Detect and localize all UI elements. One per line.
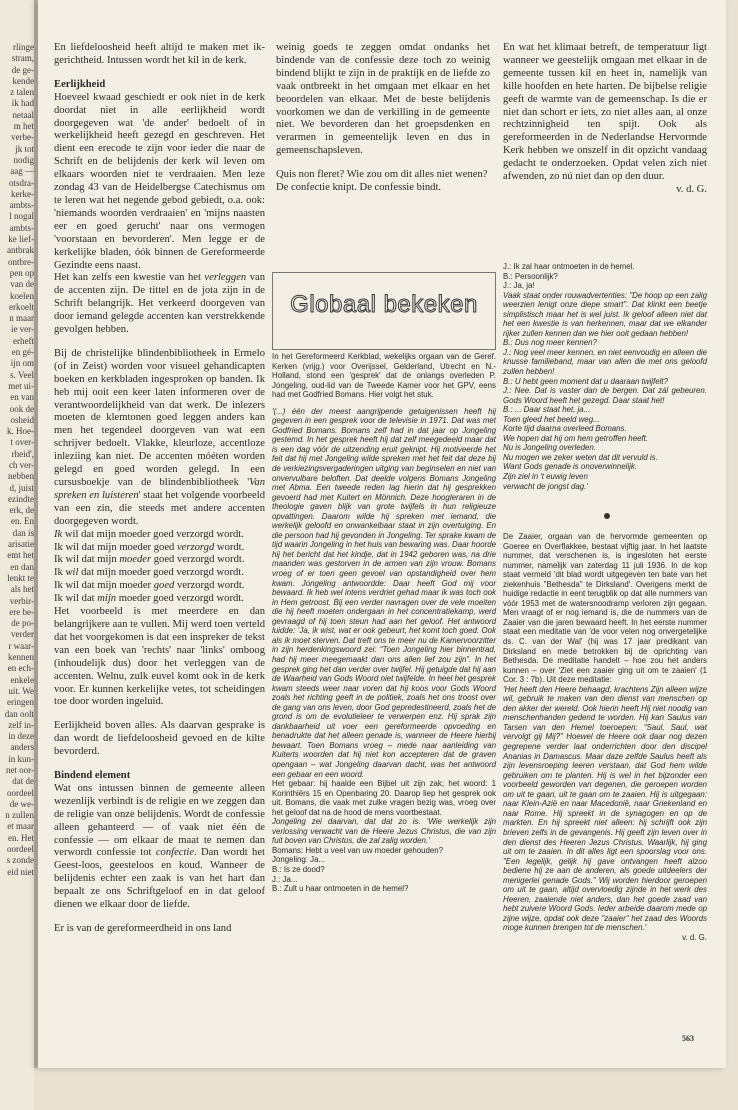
left-strip-line: en gé- [11, 347, 34, 358]
quote-italic: Vaak staat onder rouwadvertenties: "De hoop op een zalig weerzien lenigt onze diepe smart". Dat klinkt een beetje simplistisch maar het is wel juist. Ik geloof alleen niet dat het een kwestie is van herkennen, maar dat we elkander rijker zullen kennen dan we hier ooit gedaan hebben! [503, 290, 707, 338]
left-strip-line: ik had [11, 98, 34, 109]
left-strip-line: osheid [10, 414, 34, 425]
paragraph: Hoeveel kwaad geschiedt er ook niet in de kerk doordat niet in alle eerlijkheid wordt doorgegeven wat 'de ander' bedoelt of in werkelijkheid heeft gezegd en geschreven. Het dient een erecode te zijn voor ieder die naar de Schrift en de belijdenis der kerk wil leven om elkaars woorden niet te verdraaien. Men leze zondag 43 van de Heidelbergse Catechismus om te leren wat het negende gebod gebiedt, o.a. ook: 'niemands woorden verdraaien' en 'mijns naasten eer en goed gerucht' naar ons vermogen 'voorstaan en bevorderen'. Men legge er de kerkelijke bladen, óók binnen de Gereformeerde Gezindte eens naast. [54, 91, 265, 271]
example-line: Ik wil dat mijn moeder goed verzorgd wordt. [54, 567, 244, 579]
left-strip-line: t over- [10, 437, 34, 448]
dialog: J.: Ik zal haar ontmoeten in de hemel. B.: Persoonlijk? J.: Ja, ja! [503, 262, 635, 291]
paragraph: Bij de christelijke blindenbibliotheek in Ermelo (of in Zeist) worden voor visueel gehandicapten boeken en kerkbladen ingesproken op banden. Ik heb mij ooit een keer laten informeren over de verantwoordelijkheid van dat werk. De inlezers moeten de klemtonen goed leggen anders kan men het tegendeel doorgeven van wat een schrijver bedoelt. Vlakke, kleurloze, accentloze inleziing kan niet. De accenten móéten worden gelegd en goed worden gelegd. In een cursusboekje van de blindenbibliotheek 'Van spreken en luisteren' staat het volgende voorbeeld van een zin, die steeds met andere accenten doorgegeven wordt. [54, 347, 265, 527]
left-strip-line: ontbre- [8, 256, 34, 267]
quote-italic: Jongeling zei daarvan, dat dat zo is. ‘Wie werkelijk zijn verlossing verwacht van de Heere Jezus Christus, die van zijn fuit boven van Christus, die zal zalig worden.’ [272, 817, 496, 846]
column-1 [54, 42, 265, 936]
left-strip-line: erheft [13, 335, 34, 346]
left-strip-line: ook de [9, 403, 34, 414]
globaal-continued [503, 262, 707, 491]
left-strip-line: en dan [10, 561, 34, 572]
signature: v. d. G. [682, 932, 707, 942]
separator-dot [604, 513, 610, 519]
globaal-column [272, 352, 496, 894]
example-line: Ik wil dat mijn moeder goed verzorgd wordt. [54, 541, 245, 553]
left-strip-line: eringen [7, 697, 34, 708]
left-page-strip [0, 0, 34, 1110]
paragraph: Het kan zelfs een kwestie van het verleggen van de accenten zijn. De tittel en de jota zijn in de Schrift belangrijk. Het verkeerd doorgeven van door iemand gelegde accenten kan verstrekkende gevolgen hebben. [54, 272, 265, 336]
left-strip-line: uit. We [8, 685, 34, 696]
left-strip-line: pen op [9, 267, 34, 278]
left-strip-line: jk tot [15, 143, 34, 154]
left-strip-line: oordeel [7, 844, 34, 855]
quote-upright: Het gebaar: hij haalde een Bijbel uit zijn zak; het woord: 1 Korinthiërs 15 en Openbaring 20. Daarop liep het gesprek ook uit. Bomans, die vaak met zulke vragen bezig was, vroeg over het geloof dat na de hood de mens voortbestaat. [272, 779, 496, 817]
column-2 [276, 42, 490, 195]
paragraph: De confectie knipt. De confessie bindt. [276, 182, 442, 194]
left-strip-line: in deze [8, 731, 34, 742]
left-strip-line: otsdra- [9, 177, 34, 188]
paragraph: weinig goeds te zeggen omdat ondanks het bindende van de confessie deze toch zo weinig bindend blijkt te zijn in de praktijk en de liefde zo vaak ontbreekt in het omgaan met elkaar en het beoordelen van elkaar. Met de beste belijdenis voorkomen we dan de verkilling in de gemeente niet. We bevorderen dan het groepsdenken en verarmen in gemeentelijk leven en dus in gemeenschapsleven. [276, 42, 490, 157]
example-line: Ik wil dat mijn moeder goed verzorgd wordt. [54, 554, 245, 566]
left-strip-line: de we- [9, 798, 34, 809]
left-strip-line: en. En [11, 516, 34, 527]
left-strip-line: net oor- [5, 765, 34, 775]
subheading-eerlijkheid: Eerlijkheid [54, 78, 106, 90]
left-strip-line: s zonde [6, 855, 34, 866]
signature: v. d. G. [676, 183, 707, 195]
left-strip-line: arisatie [8, 539, 34, 550]
left-strip-line: in kun- [8, 753, 34, 764]
left-strip-line: anders [10, 742, 34, 753]
left-strip-line: ambts- [9, 200, 34, 211]
left-strip-line: oordeel [7, 787, 34, 798]
left-strip-line: koelen [10, 290, 34, 301]
meditation-quote: 'Het heeft den Heere behaagd, krachtens Zijn alleen wijze wil, gebruik te maken van den dienst van menschen op den akker der wereld. Ook hierin heeft Hij niet noodig van menschenhanden gedend te worden. Hij kan Saulus van Tarsen van den Hemel toeroepen: "Saul, Saul, wat vervolgt gij Mij?" Hoewel de Heere ook daar nog dezen gegrepene verder laat onderrichten door den discipel Ananias in Damascus. Maar daze zelfde Saulus heeft als zijn levensroeping leeren verstaan, dat God hem wilde gebruiken om te planten. Hij is wel in het bijzonder een voorbeeld geworden van degenen, die geroepen worden om uit te gaan, uit te gaan om te zaaien. Hij is uitgegaan: naar Klein-Azië en naar Macedonië, naar Griekenland en naar Rome. Hij spreekt in de synagogen en op de markten. En hij spreekt niet alleen: hij schrijft ook zijn brieven zelfs in de gevangenis. Hij geeft zijn leven over in den dienst des Heeren Jezus Christus. Waarlijk, hij ging uit om te zaaien. In dit alles ligt een spoorslag voor ons. "Een legelijk, gelijk hij gave ontvangen heeft alzoo bediene hij ze aan de anderen, als goede uitdeelers der menigerlei genade Gods." Wij worden hierdoor geroepen om uit te gaan, altijd overvloedig zijnde in het werk des Heeren, zaaiende niet anders, dan het goede zaad van hebt zuivere Woord Gods. Ieder arbeide daarom mede op zijne wijze, opdat ook deze "zaaier" het zaad des Woords moge kunnen brengen tot de menschen.' [503, 684, 707, 933]
paragraph: En liefdeloosheid heeft altijd te maken met ik-gerichtheid. Intussen wordt het kil in de kerk. [54, 42, 265, 66]
left-strip-line: et maar [7, 821, 34, 832]
left-strip-line: netaal [12, 109, 34, 120]
left-strip-line: k. Hoe- [7, 426, 34, 437]
left-strip-line: eid niet [7, 866, 34, 877]
left-strip-line: emt het [7, 550, 34, 561]
dialog: Bomans: Hebt u veel van uw moeder gehouden? Jongeling: Ja... B.: Is ze dood? J.: Ja... B.: Zult u haar ontmoeten in de hemel? [272, 845, 444, 894]
left-strip-line: zelf in- [8, 719, 34, 730]
left-strip-line: erk, de [9, 505, 34, 516]
intro: In het Gereformeerd Kerkblad, wekelijks orgaan van de Geref. Kerken (vrijg.) voor Overijssel, Gelderland, Utrecht en N.-Holland, stond een 'gesprek' dat de onlangs overleden P. Jongeling, oud-lid van de Tweede Kamer voor het GPV, eens had met Godfried Bomans. Hier volgt het stuk. [272, 352, 496, 400]
left-strip-line: verbe- [11, 132, 34, 143]
left-strip-line: de po- [11, 618, 34, 629]
left-strip-line: ke lief- [8, 234, 34, 245]
left-strip-line: n zullen [5, 810, 34, 821]
left-strip-line: nodig [13, 154, 34, 165]
quote-italic: B.: Dus nog meer kennen? J.: Nog veel meer kennen, en niet eenvoudig en alleen die knusse familieband, maar van allen die met ons geloofd zullen hebben! B.: U hebt geen moment dat u daaraan twijfelt? J.: Nee. Dat is vaster dan de bergen. Dat zál gebeuren. Gods Woord heeft het gezegd. Daar staat het! B.: ... Daar staat het, ja... Toen gleed het beeld weg... Korte tijd daarna overleed Bomans. We hopen dat hij om hem getroffen heeft. Nu is Jongeling overleden. Nu mogen we zeker weten dat dit vervuld is. Want Gods genade is onoverwinnelijk. Zijn ziel in 't euwig leven verwacht de jongst dag.' [503, 338, 707, 491]
page-number: 563 [682, 1034, 694, 1043]
left-strip-line: nebben [8, 471, 34, 482]
paragraph: Er is van de gereformeerdheid in ons land [54, 923, 232, 934]
left-strip-line: dan oolt [4, 708, 34, 719]
left-strip-line: rlinge [13, 42, 34, 52]
left-strip-line: ijn om [10, 358, 34, 369]
left-strip-line: ambts- [9, 222, 34, 233]
section-title: Globaal bekeken [290, 291, 478, 318]
paragraph: Wat ons intussen binnen de gemeente alleen wezenlijk verbindt is de religie en we zeggen dan de religie van onze belijdenis. Wordt de confessie alleen gehanteerd — of vaak niet één de confessie — om elkaar de maat te nemen dan verwordt confessie tot confectie. Dan wordt het Geest-loos, geesteloos en koud. Wanneer de belijdenis echter een zaak is van het hart dan bepaalt ze ons Schriftgeloof en in dat geloof dienen we elkaar door de liefde. [54, 782, 265, 911]
example-line: Ik wil dat mijn moeder goed verzorgd wordt. [54, 593, 244, 605]
left-strip-line: als het [10, 584, 34, 595]
left-strip-line: antbrak [7, 245, 34, 256]
left-strip-line: enkele [10, 674, 34, 685]
left-strip-line: ie ver- [10, 324, 34, 335]
left-strip-line: aag — [10, 166, 34, 177]
left-strip-line: verbir- [9, 595, 34, 606]
paragraph: De Zaaier, orgaan van de hervormde gemeenten op Goeree en Overflakkee, bestaat vijftig jaar. In het laatste nummer, dat verschenen is, is ingesloten het eerste nummer, namelijk van zaterdag 11 juli 1936. In de kop staat vermeld 'dit blad wordt uitgegeven ten bate van het ziekenhuis "Bethesda" te Dirksland'. Overigens merkt de huidige redactie in eent terugblik op dat alle nummers van vóór 1953 met de watersnoodramp verloren zijn gegaan. Men vraagt of er nog iemand is, die de nummers van de Zaaier van die jaren bewaard heeft. In het eerste nummer staat een meditatie van 'de voor velen nog onvergetelijke ds. C. van der Wal' (hij was 17 jaar predikant van Dirksland en mede betrokken bij de oprichting van Bethesda. De meditatie handelt – hoe zou het anders kunnen – over 'Ziet een zaaier ging uit om te zaaien' (1 Cor. 3 : 7b). Uit deze meditatie: [503, 532, 707, 685]
left-strip-line: ezindte [8, 493, 34, 504]
paragraph: Eerlijkheid boven alles. Als daarvan gesprake is dan wordt de liefdeloosheid gevoed en de kilte bevorderd. [54, 720, 265, 758]
column-3 [503, 42, 707, 197]
left-strip-line: s. Veel [10, 369, 34, 380]
subheading-bindend-element: Bindend element [54, 770, 131, 782]
left-strip-line: n maar [9, 313, 34, 324]
left-strip-line: kerke- [11, 188, 34, 199]
left-strip-line: stram, [11, 53, 34, 64]
left-strip-line: d, juist [9, 482, 34, 493]
left-strip-line: van de [10, 279, 34, 290]
paragraph: En wat het klimaat betreft, de temperatuur ligt wanneer we geestelijk omgaan met elkaar in de gemeente tussen kil en heet in, namelijk van kille hoofden en hete harten. De bijbelse religie geeft de warmte van de gemeenschap. Is die er niet dan schort er iets, zo niet alles aan, al onze rechtzinnigheid ten spijt. Ook als gereformeerden in de Nederlandse Hervormde Kerk hebben we onszelf in dit opzicht vandaag gedacht te onderzoeken. Opdat velen zich niet afwenden, zo nú niet dan op den duur. [503, 42, 707, 183]
left-strip-line: r waar- [8, 640, 34, 651]
left-strip-line: dan is [12, 527, 34, 538]
left-strip-line: en. Het [8, 832, 34, 843]
left-strip-line: dat de [12, 776, 34, 787]
left-strip-line: de ge- [11, 64, 34, 75]
left-strip-line: ere be- [9, 606, 34, 617]
example-line: Ik wil dat mijn moeder goed verzorgd wordt. [54, 580, 245, 592]
left-strip-line: ch ver- [8, 459, 34, 470]
left-strip-line: erkoelt [9, 301, 34, 312]
left-strip-line: z talen [10, 87, 34, 98]
left-strip-line: en van [10, 392, 34, 403]
left-strip-line: rheid', [11, 448, 34, 459]
left-strip-line: kennen [8, 652, 34, 663]
left-strip-line: met ui- [8, 380, 34, 391]
paragraph: Quis non fleret? Wie zou om dit alles niet wenen? [276, 169, 488, 181]
left-strip-line: l nogal [9, 211, 34, 222]
zaaier-article [503, 532, 707, 943]
left-strip-line: en ech- [7, 663, 34, 674]
left-strip-line: kende [12, 75, 34, 86]
left-strip-line: lenkt te [7, 572, 34, 583]
globaal-bekeken-header-box [272, 272, 496, 350]
example-line: Ik wil dat mijn moeder goed verzorgd wordt. [54, 528, 244, 540]
quote-italic: '(...) één der meest aangrijpende getuigenissen heeft hij gegeven in een gesprek voor de televisie in 1971. Dat was met Godfried Bomans. Bomans zelf had in dat jaar op Jongeling gestemd. In het gesprek heeft hij dat zelf meegedeeld maar dat is een dag vóór de uitzending eruit geknipt. Hij motiveerde het feit dat hij met Jongeling wilde spreken met het feit dat deze bij de verkiezingsvergaderingen uitging van beginselen en niet van onvervulbare beloften. Dat deelde volgens Bomans Jongeling met Abma. Een tweede reden lag hierin dat hij gesprekken gevoerd had met Kuitert en Mönnich. Deze hoogleraren in de theologie gaven blijk van grote twijfels in hun religieuze opvattingen. Daarom wilde hij spreken met iemand, die werkelijk geloofd en onwankelbaar staat in zijn overtuiging. En die persoon had hij gevonden in Jongeling. Ter sprake kwam de tijd waarin Jongeling in het huis van bewaring was. Daar hoorde hij het bericht dat het kindje, dat in 1942 geboren was, na drie maanden was gestorven in de armen van zijn vrouw. Bomans vroeg of er toen geen gevoel van opstandigheid over hem kwam. Jongeling antwoordde: Daar heeft God mij voor bewaard. Ik heb wel intens verdriet gehad maar ik was toch ook in Hem getroost. Bij een verder navragen over de vele moeiten die hij heeft moeten ondergaan in het concentratiekamp, werd gevraagd of hij toen steun had aan het geloof. Het antwoord luidde: ‘Ja, ik wist, wat er ook gebeurt, het komt toch goed. Ook als ik moet sterven. Dat treft ons te meer nu de Kamervoorzitter in zijn herdenkingswoord zei: “Toen Jongeling hier binnentrad, had hij meer meegemaakt dan ons allen lief zou zijn”. In het gesprek ging het dan verder over twijfel. Hij getuigde dat hij aan de Waarheid van Gods Woord niet twijfelde. In heel het gesprek kwam steeds weer naar voren dat hij koos voor Gods Woord zoals het richting geeft in de politiek, zoals het ons troost over de gang van ons leven, door God gepredestineerd, zoals het de grond is om de evolutieleer te verwerpen enz. Hij sprak zijn dankbaarheid uit voer een gereformeerde opvoeding en benadrukte dat het alleen genade is, wanneer de Heere hierbij bewaart. Toen Bomans vroeg – mede naar aanleiding van Kuiterts woorden dat hij niet kon accepteren dat de graven opengaan – wat Jongeling daarvan dacht, was het antwoord een gebaar en een woord. [272, 406, 496, 779]
left-strip-line: verder [11, 629, 34, 640]
paragraph: Het voorbeeld is met meerdere en dan belangrijkere aan te vullen. Mij werd toen verteld dat het voorgekomen is dat een inspreker de tekst van een boek van 'rechts' naar 'links' omboog (inhoudelijk dus) door het verleggen van de accenten. Welnu, zulk euvel komt ook in de kerk voor. Er kunnen kerkelijke vetes, tot scheidingen toe door worden ingeluid. [54, 606, 265, 708]
left-strip-line: m het [13, 121, 34, 132]
